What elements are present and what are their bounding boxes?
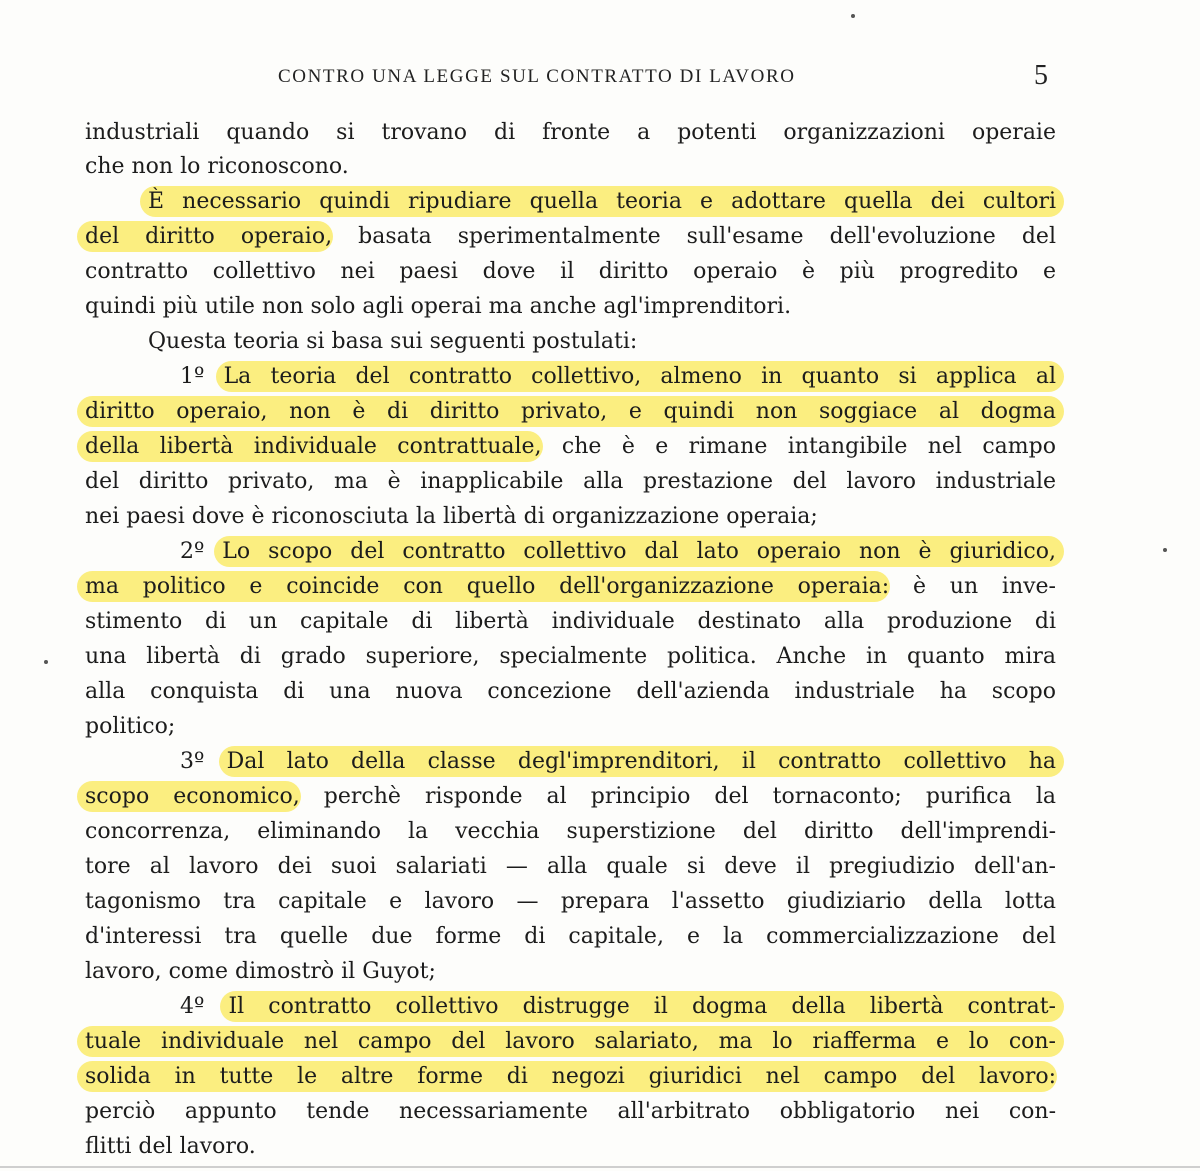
line-text: : è un inve-	[881, 574, 1056, 599]
running-title: CONTRO UNA LEGGE SUL CONTRATTO DI LAVORO	[278, 66, 796, 87]
text-line	[85, 500, 818, 534]
text-line	[85, 780, 1056, 814]
text-line	[85, 675, 1056, 709]
text-line	[85, 290, 791, 324]
line-text: politico;	[85, 714, 176, 739]
text-line	[180, 535, 1056, 569]
text-line	[85, 605, 1056, 639]
line-text: nei paesi dove è riconosciuta la libertà di organizzazione operaia;	[85, 504, 818, 529]
page-bottom-edge	[0, 1166, 1200, 1168]
text-line	[85, 1130, 256, 1164]
text-line	[85, 395, 1056, 429]
text-line	[148, 325, 637, 359]
text-line	[180, 990, 1056, 1024]
line-text: flitti del lavoro.	[85, 1134, 256, 1159]
line-text: d'interessi tra quelle due forme di capitale, e la commercializzazione del	[85, 924, 1056, 949]
paper-speck	[1163, 548, 1167, 552]
line-text: , basata sperimentalmente sull'esame dell'evoluzione del	[325, 224, 1056, 249]
text-line	[85, 1060, 1056, 1094]
highlighted-text: del diritto operaio	[77, 221, 333, 252]
paper-speck	[44, 660, 48, 664]
line-text: :	[1048, 1064, 1056, 1089]
highlighted-text: tuale individuale nel campo del lavoro salariato, ma lo riafferma e lo con-	[77, 1026, 1064, 1057]
text-line	[85, 1025, 1056, 1059]
line-text: stimento di un capitale di libertà individuale destinato alla produzione di	[85, 609, 1056, 634]
text-line	[85, 255, 1056, 289]
text-line	[85, 116, 1056, 150]
highlighted-text: La teoria del contratto collettivo, almeno in quanto si applica al	[216, 361, 1064, 392]
text-line	[85, 220, 1056, 254]
line-text: quindi più utile non solo agli operai ma anche agl'imprenditori.	[85, 294, 792, 319]
text-line	[85, 815, 1056, 849]
line-text: industriali quando si trovano di fronte a potenti organizzazioni operaie	[85, 120, 1056, 145]
line-text: contratto collettivo nei paesi dove il diritto operaio è più progredito e	[85, 259, 1056, 284]
highlighted-text: diritto operaio, non è di diritto privato, e quindi non soggiace al dogma	[77, 396, 1064, 427]
highlighted-text: ma politico e coincide con quello dell'organizzazione operaia	[77, 571, 890, 602]
line-text: una libertà di grado superiore, specialmente politica. Anche in quanto mira	[85, 644, 1056, 669]
line-text: concorrenza, eliminando la vecchia superstizione del diritto dell'imprendi-	[85, 819, 1056, 844]
list-number: 1º	[180, 364, 205, 389]
text-line	[85, 465, 1056, 499]
text-line	[85, 955, 436, 989]
list-number: 3º	[180, 749, 205, 774]
text-line	[85, 920, 1056, 954]
highlighted-text: Lo scopo del contratto collettivo dal lato operaio non è giuridico,	[214, 536, 1064, 567]
highlighted-text: Dal lato della classe degl'imprenditori, il contratto collettivo ha	[219, 746, 1064, 777]
highlighted-text: scopo economico	[77, 781, 301, 812]
line-text: che non lo riconoscono.	[85, 154, 349, 179]
list-number: 4º	[180, 994, 205, 1019]
highlighted-text: È necessario quindi ripudiare quella teoria e adottare quella dei cultori	[140, 186, 1064, 217]
text-line	[180, 360, 1056, 394]
highlighted-text: della libertà individuale contrattuale	[77, 431, 543, 462]
line-text: perciò appunto tende necessariamente all'arbitrato obbligatorio nei con-	[85, 1099, 1056, 1124]
list-number: 2º	[180, 539, 205, 564]
highlighted-text: Il contratto collettivo distrugge il dogma della libertà contrat-	[220, 991, 1064, 1022]
text-line	[85, 885, 1056, 919]
text-line	[85, 1095, 1056, 1129]
paper-speck	[851, 14, 855, 18]
highlighted-text: solida in tutte le altre forme di negozi giuridici nel campo del lavoro	[77, 1061, 1057, 1092]
line-text: tagonismo tra capitale e lavoro — prepara l'assetto giudiziario della lotta	[85, 889, 1056, 914]
text-line	[180, 745, 1056, 779]
text-line	[85, 850, 1056, 884]
text-line	[85, 570, 1056, 604]
text-line	[85, 150, 349, 184]
line-text: lavoro, come dimostrò il Guyot;	[85, 959, 436, 984]
line-text: tore al lavoro dei suoi salariati — alla quale si deve il pregiudizio dell'an-	[85, 854, 1056, 879]
text-line	[85, 710, 175, 744]
line-text: , che è e rimane intangibile nel campo	[534, 434, 1056, 459]
text-line	[85, 430, 1056, 464]
page-number: 5	[1034, 60, 1048, 91]
line-text: Questa teoria si basa sui seguenti postulati:	[148, 329, 638, 354]
line-text: alla conquista di una nuova concezione dell'azienda industriale ha scopo	[85, 679, 1056, 704]
text-line	[148, 185, 1056, 219]
line-text: del diritto privato, ma è inapplicabile alla prestazione del lavoro industriale	[85, 469, 1056, 494]
line-text: , perchè risponde al principio del tornaconto; purifica la	[292, 784, 1056, 809]
text-line	[85, 640, 1056, 674]
